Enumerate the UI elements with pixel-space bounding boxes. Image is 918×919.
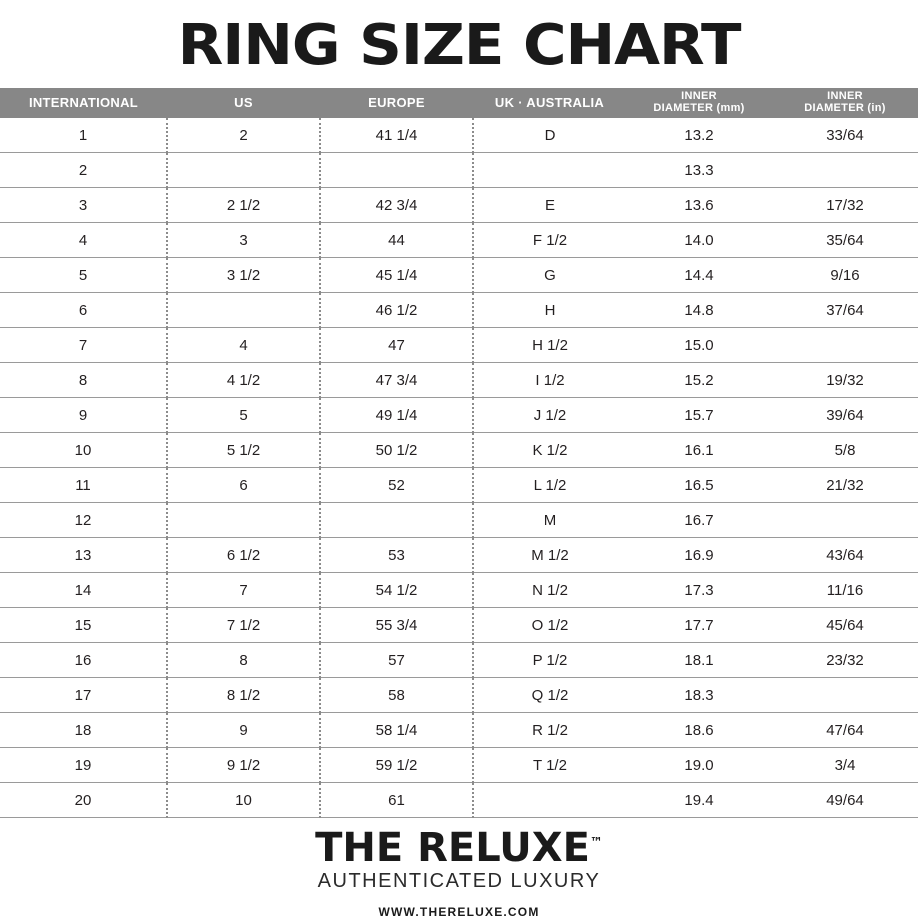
column-header-inner-diameter-mm-line2: DIAMETER (mm)	[653, 102, 745, 114]
ring-size-table	[0, 88, 918, 818]
table-cell: R 1/2	[473, 713, 626, 748]
table-cell: 59 1/2	[320, 748, 473, 783]
table-row	[0, 258, 918, 293]
column-header-international	[0, 88, 167, 118]
table-cell: H	[473, 293, 626, 328]
table-cell: 16.7	[626, 503, 772, 538]
table-cell: J 1/2	[473, 398, 626, 433]
table-cell: 15	[0, 608, 167, 643]
table-cell: 10	[0, 433, 167, 468]
table-cell: 49 1/4	[320, 398, 473, 433]
table-cell: 47/64	[772, 713, 918, 748]
table-row	[0, 433, 918, 468]
table-cell: N 1/2	[473, 573, 626, 608]
table-cell: T 1/2	[473, 748, 626, 783]
table-cell: 6	[167, 468, 320, 503]
table-cell: 20	[0, 783, 167, 818]
table-cell: 14	[0, 573, 167, 608]
table-cell: 58 1/4	[320, 713, 473, 748]
table-cell: 8 1/2	[167, 678, 320, 713]
table-cell: 3	[0, 188, 167, 223]
table-cell: 9	[0, 398, 167, 433]
table-cell: 53	[320, 538, 473, 573]
table-cell: 17.7	[626, 608, 772, 643]
table-cell: 6 1/2	[167, 538, 320, 573]
table-row	[0, 223, 918, 258]
table-cell: 7	[167, 573, 320, 608]
table-cell: 12	[0, 503, 167, 538]
table-cell: M 1/2	[473, 538, 626, 573]
table-cell: 2	[167, 118, 320, 153]
table-cell: 52	[320, 468, 473, 503]
table-cell: 58	[320, 678, 473, 713]
table-cell: 6	[0, 293, 167, 328]
column-header-us-label: US	[234, 95, 253, 111]
table-cell: 46 1/2	[320, 293, 473, 328]
table-cell: 41 1/4	[320, 118, 473, 153]
table-cell	[473, 783, 626, 818]
brand-name-text: THE RELUXE	[315, 825, 590, 871]
table-cell: 9 1/2	[167, 748, 320, 783]
table-row	[0, 468, 918, 503]
column-header-europe	[320, 88, 473, 118]
table-cell	[320, 153, 473, 188]
table-cell: 16	[0, 643, 167, 678]
table-cell: 16.1	[626, 433, 772, 468]
table-cell: Q 1/2	[473, 678, 626, 713]
table-cell: 50 1/2	[320, 433, 473, 468]
table-cell: 44	[320, 223, 473, 258]
table-cell: 33/64	[772, 118, 918, 153]
table-cell: 11/16	[772, 573, 918, 608]
table-cell: 2 1/2	[167, 188, 320, 223]
table-cell: 21/32	[772, 468, 918, 503]
table-cell: 14.4	[626, 258, 772, 293]
table-cell: 47 3/4	[320, 363, 473, 398]
table-row	[0, 748, 918, 783]
column-header-uk-australia-label: UK · AUSTRALIA	[494, 95, 605, 111]
table-cell: 57	[320, 643, 473, 678]
table-cell: 13.3	[626, 153, 772, 188]
table-cell: 3/4	[772, 748, 918, 783]
table-row	[0, 118, 918, 153]
table-row	[0, 153, 918, 188]
table-cell: 18.1	[626, 643, 772, 678]
table-cell: 4	[167, 328, 320, 363]
table-cell: 18.3	[626, 678, 772, 713]
table-row	[0, 398, 918, 433]
column-header-inner-diameter-in-line1: INNER	[827, 90, 863, 103]
table-cell: 23/32	[772, 643, 918, 678]
table-cell: 14.8	[626, 293, 772, 328]
table-cell: 43/64	[772, 538, 918, 573]
table-cell: 4 1/2	[167, 363, 320, 398]
table-cell: 39/64	[772, 398, 918, 433]
table-cell: G	[473, 258, 626, 293]
table-cell: 10	[167, 783, 320, 818]
table-cell: 45/64	[772, 608, 918, 643]
table-cell: K 1/2	[473, 433, 626, 468]
table-row	[0, 363, 918, 398]
table-cell: 37/64	[772, 293, 918, 328]
table-cell: 3	[167, 223, 320, 258]
table-row	[0, 328, 918, 363]
column-header-uk-australia	[473, 88, 626, 118]
table-cell: 16.5	[626, 468, 772, 503]
table-cell	[473, 153, 626, 188]
table-cell: 61	[320, 783, 473, 818]
table-cell	[167, 153, 320, 188]
table-cell: 7	[0, 328, 167, 363]
table-cell: 42 3/4	[320, 188, 473, 223]
table-cell: M	[473, 503, 626, 538]
table-cell: 17.3	[626, 573, 772, 608]
table-row	[0, 678, 918, 713]
page-title: RING SIZE CHART	[177, 13, 741, 78]
table-header-row	[0, 88, 918, 118]
trademark-symbol: ™	[589, 835, 603, 851]
table-cell: 3 1/2	[167, 258, 320, 293]
table-cell: 9/16	[772, 258, 918, 293]
table-cell	[167, 503, 320, 538]
footer	[0, 825, 918, 919]
table-cell	[772, 678, 918, 713]
table-row	[0, 538, 918, 573]
table-row	[0, 573, 918, 608]
column-header-us	[167, 88, 320, 118]
table-row	[0, 643, 918, 678]
table-cell: L 1/2	[473, 468, 626, 503]
table-cell	[167, 293, 320, 328]
table-cell: 8	[167, 643, 320, 678]
table-cell	[772, 503, 918, 538]
column-header-international-label: INTERNATIONAL	[28, 95, 139, 111]
table-cell: 2	[0, 153, 167, 188]
table-cell: 18	[0, 713, 167, 748]
table-cell: 19	[0, 748, 167, 783]
table-cell: 13	[0, 538, 167, 573]
table-row	[0, 713, 918, 748]
table-row	[0, 503, 918, 538]
table-cell: 15.2	[626, 363, 772, 398]
table-cell: 5 1/2	[167, 433, 320, 468]
table-cell: 1	[0, 118, 167, 153]
table-cell: 47	[320, 328, 473, 363]
table-cell: 14.0	[626, 223, 772, 258]
table-cell: H 1/2	[473, 328, 626, 363]
table-cell: 8	[0, 363, 167, 398]
table-cell: 4	[0, 223, 167, 258]
table-cell: 7 1/2	[167, 608, 320, 643]
table-cell: 19.0	[626, 748, 772, 783]
column-header-inner-diameter-in-line2: DIAMETER (in)	[804, 102, 886, 114]
table-cell: 16.9	[626, 538, 772, 573]
table-cell: 13.2	[626, 118, 772, 153]
table-cell: 49/64	[772, 783, 918, 818]
column-header-inner-diameter-in	[772, 88, 918, 118]
table-cell: 35/64	[772, 223, 918, 258]
table-cell: P 1/2	[473, 643, 626, 678]
table-cell: 15.0	[626, 328, 772, 363]
table-cell: 5/8	[772, 433, 918, 468]
table-cell: E	[473, 188, 626, 223]
table-cell	[772, 153, 918, 188]
table-cell: 45 1/4	[320, 258, 473, 293]
table-cell: 9	[167, 713, 320, 748]
table-cell: 17	[0, 678, 167, 713]
table-cell: 19/32	[772, 363, 918, 398]
table-row	[0, 608, 918, 643]
table-cell: 13.6	[626, 188, 772, 223]
brand-tagline: AUTHENTICATED LUXURY	[317, 870, 601, 892]
table-cell: I 1/2	[473, 363, 626, 398]
table-cell: 19.4	[626, 783, 772, 818]
table-row	[0, 188, 918, 223]
column-header-inner-diameter-mm	[626, 88, 772, 118]
table-cell: 11	[0, 468, 167, 503]
column-header-inner-diameter-mm-line1: INNER	[681, 90, 717, 103]
table-cell: 54 1/2	[320, 573, 473, 608]
table-row	[0, 293, 918, 328]
table-cell	[320, 503, 473, 538]
table-header	[0, 88, 918, 118]
column-header-europe-label: EUROPE	[368, 95, 425, 111]
table-row	[0, 783, 918, 818]
table-cell: 15.7	[626, 398, 772, 433]
table-cell: 17/32	[772, 188, 918, 223]
table-cell	[772, 328, 918, 363]
table-body	[0, 118, 918, 818]
table-cell: D	[473, 118, 626, 153]
table-cell: 5	[167, 398, 320, 433]
table-cell: F 1/2	[473, 223, 626, 258]
table-cell: 55 3/4	[320, 608, 473, 643]
brand-name	[315, 825, 603, 871]
website-url: WWW.THERELUXE.COM	[378, 905, 540, 919]
table-cell: 5	[0, 258, 167, 293]
table-cell: O 1/2	[473, 608, 626, 643]
table-cell: 18.6	[626, 713, 772, 748]
